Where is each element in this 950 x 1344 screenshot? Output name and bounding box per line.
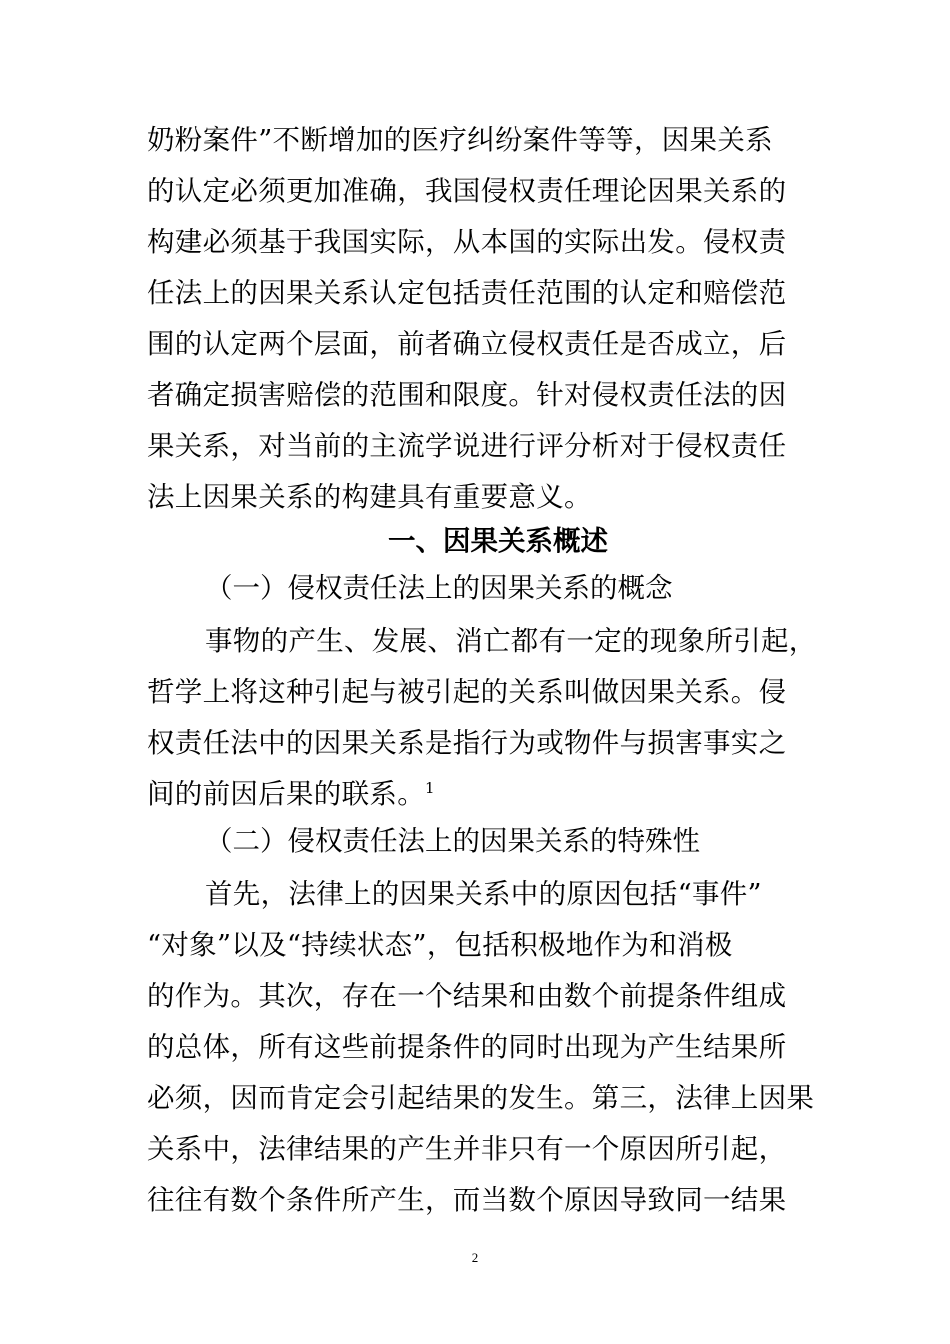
paragraph-line: 的认定必须更加准确，我国侵权责任理论因果关系的: [147, 175, 787, 207]
paragraph-line: 奶粉案件”不断增加的医疗纠纷案件等等，因果关系: [147, 124, 773, 156]
paragraph-line: 果关系，对当前的主流学说进行评分析对于侵权责任: [147, 430, 787, 462]
paragraph-line: 法上因果关系的构建具有重要意义。: [147, 481, 592, 513]
paragraph-line: 往往有数个条件所产生，而当数个原因导致同一结果: [147, 1184, 787, 1216]
paragraph-line: 者确定损害赔偿的范围和限度。针对侵权责任法的因: [147, 379, 787, 411]
subsection-title: （一）侵权责任法上的因果关系的概念: [205, 572, 673, 604]
footnote-marker[interactable]: 1: [425, 778, 435, 797]
paragraph-line: 围的认定两个层面，前者确立侵权责任是否成立，后: [147, 328, 787, 360]
paragraph-line: 关系中，法律结果的产生并非只有一个原因所引起，: [147, 1133, 787, 1165]
paragraph-line: “对象”以及“持续状态”，包括积极地作为和消极: [147, 929, 733, 961]
section-heading: 一、因果关系概述: [388, 525, 608, 557]
paragraph-line: 必须，因而肯定会引起结果的发生。第三，法律上因果: [147, 1082, 815, 1114]
paragraph-line: 哲学上将这种引起与被引起的关系叫做因果关系。侵: [147, 676, 787, 708]
paragraph-text: 间的前因后果的联系。: [147, 778, 425, 810]
paragraph-line: 的作为。其次，存在一个结果和由数个前提条件组成: [147, 980, 787, 1012]
page-number: 2: [471, 1250, 479, 1265]
paragraph-line: 事物的产生、发展、消亡都有一定的现象所引起，: [205, 625, 817, 657]
paragraph-line: 任法上的因果关系认定包括责任范围的认定和赔偿范: [147, 277, 787, 309]
subsection-title: （二）侵权责任法上的因果关系的特殊性: [205, 825, 700, 857]
paragraph-line: 的总体，所有这些前提条件的同时出现为产生结果所: [147, 1031, 787, 1063]
paragraph-line: [147, 776, 807, 812]
paragraph-line: 权责任法中的因果关系是指行为或物件与损害事实之: [147, 727, 787, 759]
paragraph-line: 首先，法律上的因果关系中的原因包括“事件”: [205, 878, 762, 910]
paragraph-line: 构建必须基于我国实际，从本国的实际出发。侵权责: [147, 226, 787, 258]
